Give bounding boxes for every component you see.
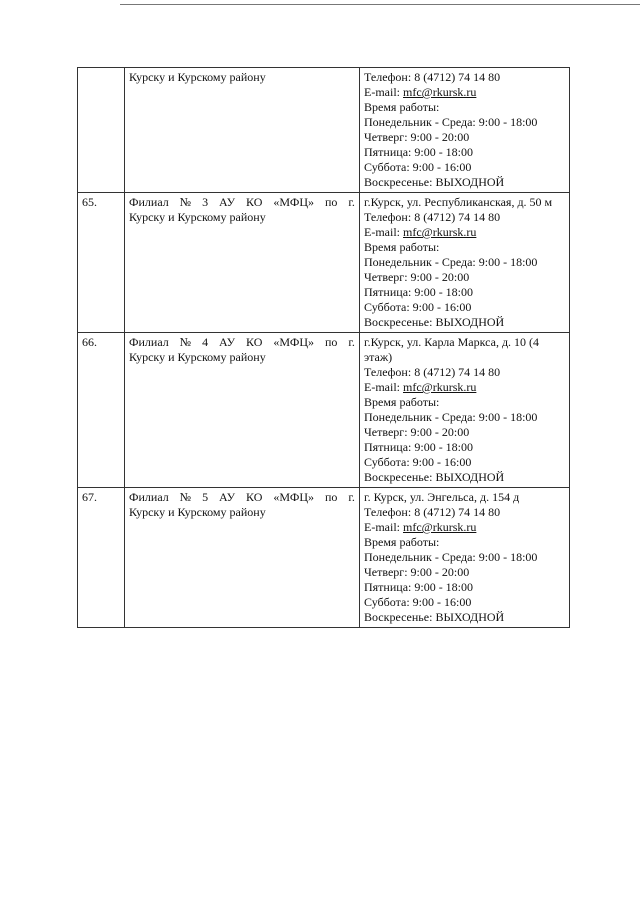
branch-name-line bbox=[129, 335, 355, 350]
branch-name-word: № bbox=[179, 490, 192, 504]
email-label: E-mail: bbox=[364, 225, 403, 239]
hours-line: Воскресенье: ВЫХОДНОЙ bbox=[364, 470, 505, 484]
branch-contacts bbox=[360, 193, 570, 333]
hours-line: Воскресенье: ВЫХОДНОЙ bbox=[364, 175, 505, 189]
hours-title: Время работы: bbox=[364, 535, 440, 549]
branch-name-word: Филиал bbox=[129, 490, 169, 504]
hours-line: Пятница: 9:00 - 18:00 bbox=[364, 285, 474, 299]
branch-name-word: г. bbox=[348, 195, 355, 209]
table-row bbox=[78, 193, 570, 333]
hours-line: Понедельник - Среда: 9:00 - 18:00 bbox=[364, 115, 538, 129]
branch-name bbox=[125, 68, 360, 193]
hours-line: Пятница: 9:00 - 18:00 bbox=[364, 145, 474, 159]
row-number: 65. bbox=[78, 193, 125, 333]
branch-name-word: № bbox=[179, 335, 192, 349]
branch-name-line bbox=[129, 195, 355, 210]
branch-name-line bbox=[129, 490, 355, 505]
branch-name-word: 3 bbox=[202, 195, 209, 209]
hours-line: Четверг: 9:00 - 20:00 bbox=[364, 565, 470, 579]
branch-name-word: «МФЦ» bbox=[273, 490, 315, 504]
branch-address: г.Курск, ул. Республиканская, д. 50 м bbox=[364, 195, 553, 209]
hours-line: Пятница: 9:00 - 18:00 bbox=[364, 580, 474, 594]
hours-line: Понедельник - Среда: 9:00 - 18:00 bbox=[364, 410, 538, 424]
table-row bbox=[78, 68, 570, 193]
branch-name-word: КО bbox=[246, 195, 263, 209]
email-label: E-mail: bbox=[364, 85, 403, 99]
branch-name-word: АУ bbox=[219, 490, 236, 504]
branch-contacts bbox=[360, 68, 570, 193]
branch-name-word: по bbox=[324, 490, 338, 504]
branch-name-word: 5 bbox=[202, 490, 209, 504]
row-number: 66. bbox=[78, 333, 125, 488]
email-label: E-mail: bbox=[364, 380, 403, 394]
branch-contacts bbox=[360, 333, 570, 488]
branch-name-word: 4 bbox=[202, 335, 209, 349]
branch-phone: Телефон: 8 (4712) 74 14 80 bbox=[364, 210, 501, 224]
page-top-rule bbox=[120, 4, 640, 5]
branch-name-word: КО bbox=[246, 335, 263, 349]
hours-title: Время работы: bbox=[364, 395, 440, 409]
branch-phone: Телефон: 8 (4712) 74 14 80 bbox=[364, 70, 501, 84]
branch-name-word: по bbox=[324, 195, 338, 209]
branch-name-word: АУ bbox=[219, 195, 236, 209]
branch-email bbox=[364, 85, 565, 100]
branch-phone: Телефон: 8 (4712) 74 14 80 bbox=[364, 365, 501, 379]
branch-name-word: по bbox=[324, 335, 338, 349]
table-row bbox=[78, 488, 570, 628]
branch-address: г. Курск, ул. Энгельса, д. 154 д bbox=[364, 490, 520, 504]
hours-line: Суббота: 9:00 - 16:00 bbox=[364, 160, 472, 174]
branch-name-tail: Курску и Курскому району bbox=[129, 210, 266, 224]
branches-table bbox=[77, 67, 570, 628]
hours-line: Четверг: 9:00 - 20:00 bbox=[364, 130, 470, 144]
hours-line: Суббота: 9:00 - 16:00 bbox=[364, 455, 472, 469]
branch-name-word: г. bbox=[348, 490, 355, 504]
branch-name-word: «МФЦ» bbox=[273, 195, 315, 209]
email-link[interactable]: mfc@rkursk.ru bbox=[403, 520, 477, 534]
hours-title: Время работы: bbox=[364, 100, 440, 114]
email-link[interactable]: mfc@rkursk.ru bbox=[403, 380, 477, 394]
branch-name bbox=[125, 333, 360, 488]
hours-line: Понедельник - Среда: 9:00 - 18:00 bbox=[364, 255, 538, 269]
branch-name-word: Филиал bbox=[129, 195, 169, 209]
branch-name-tail: Курску и Курскому району bbox=[129, 70, 266, 84]
hours-line: Суббота: 9:00 - 16:00 bbox=[364, 300, 472, 314]
branch-email bbox=[364, 520, 565, 535]
row-number: 67. bbox=[78, 488, 125, 628]
hours-line: Суббота: 9:00 - 16:00 bbox=[364, 595, 472, 609]
branch-name-tail: Курску и Курскому району bbox=[129, 505, 266, 519]
branch-email bbox=[364, 380, 565, 395]
branch-address: г.Курск, ул. Карла Маркса, д. 10 (4 этаж) bbox=[364, 335, 540, 364]
table-row bbox=[78, 333, 570, 488]
branch-name bbox=[125, 193, 360, 333]
branch-name-word: АУ bbox=[219, 335, 236, 349]
branch-name-word: № bbox=[179, 195, 192, 209]
branch-contacts bbox=[360, 488, 570, 628]
email-label: E-mail: bbox=[364, 520, 403, 534]
email-link[interactable]: mfc@rkursk.ru bbox=[403, 225, 477, 239]
branch-name-word: Филиал bbox=[129, 335, 169, 349]
hours-line: Понедельник - Среда: 9:00 - 18:00 bbox=[364, 550, 538, 564]
branch-name-word: «МФЦ» bbox=[273, 335, 315, 349]
row-number bbox=[78, 68, 125, 193]
branch-name-word: КО bbox=[246, 490, 263, 504]
branch-phone: Телефон: 8 (4712) 74 14 80 bbox=[364, 505, 501, 519]
branch-name bbox=[125, 488, 360, 628]
branch-email bbox=[364, 225, 565, 240]
hours-line: Пятница: 9:00 - 18:00 bbox=[364, 440, 474, 454]
email-link[interactable]: mfc@rkursk.ru bbox=[403, 85, 477, 99]
hours-line: Четверг: 9:00 - 20:00 bbox=[364, 425, 470, 439]
branch-name-word: г. bbox=[348, 335, 355, 349]
hours-line: Воскресенье: ВЫХОДНОЙ bbox=[364, 315, 505, 329]
hours-line: Воскресенье: ВЫХОДНОЙ bbox=[364, 610, 505, 624]
hours-line: Четверг: 9:00 - 20:00 bbox=[364, 270, 470, 284]
branch-name-tail: Курску и Курскому району bbox=[129, 350, 266, 364]
hours-title: Время работы: bbox=[364, 240, 440, 254]
